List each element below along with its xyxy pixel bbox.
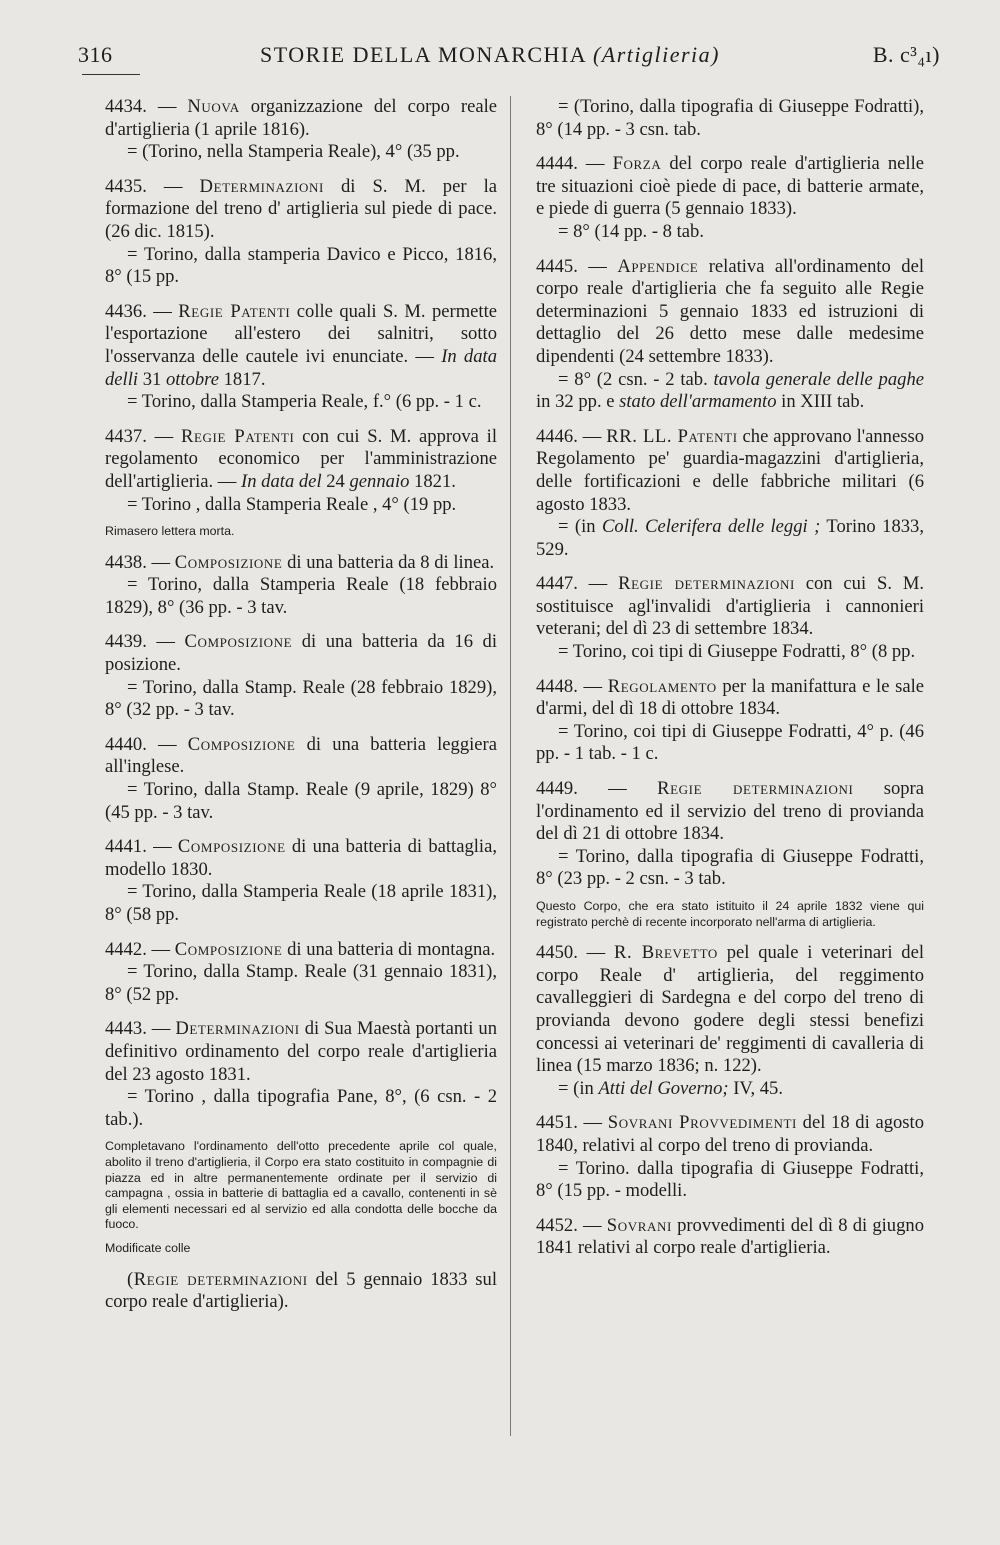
entry-text: di una batteria leggiera all'inglese. [105,733,498,778]
imprint-part: in 32 pp. e [536,391,620,413]
entry-4447: 4447. — Regie determinazioni con cui S. M. sostituisce agl'invalidi d'artiglieria i cannonieri veterani; del dì 23 di settembre 1834. = Torino, coi tipi di Giuseppe Fodratti, 8° (8 pp. [536,573,924,663]
entry-number: 4452. [536,1214,578,1236]
entry-4440: 4440. — Composizione di una batteria leggiera all'inglese. = Torino, dalla Stamp. Reale (9 aprile, 1829) 8° (45 pp. - 3 tav. [105,733,498,823]
entry-date-day: 24 [321,470,350,492]
imprint-part: = (in [558,516,602,538]
imprint: = Torino, coi tipi di Giuseppe Fodratti, 8° (8 pp. [558,641,916,663]
imprint-italic: Coll. Celerifera delle leggi ; [602,516,821,538]
entry-4442: 4442. — Composizione di una batteria di montagna. = Torino, dalla Stamp. Reale (31 gennaio 1831), 8° (52 pp. [105,938,497,1005]
entry-4448: 4448. — Regolamento per la manifattura e le sale d'armi, del dì 18 di ottobre 1834. = Torino, coi tipi di Giuseppe Fodratti, 4° p. (46 pp. - 1 tab. - 1 c. [536,675,925,765]
entry-4439: 4439. — Composizione di una batteria da 16 di posizione. = Torino, dalla Stamp. Reale (28 febbraio 1829), 8° (32 pp. - 3 tav. [105,631,497,721]
running-title-text: STORIE DELLA MONARCHIA [260,42,593,67]
imprint: = Torino , dalla tipografia Pane, 8°, (6 csn. - 2 tab.). [105,1086,497,1130]
entry-date-month: gennaio [349,470,410,492]
entry-text: che approvano l'annesso Regolamento pe' guardia-magazzini d'artiglieria, delle fortificazioni e delle fabbriche militari (6 agosto 1833. [536,425,924,515]
entry-heading: Composizione [174,938,283,960]
entry-text: di una batteria di battaglia, modello 1830. [105,836,497,880]
entry-heading: Composizione [184,631,293,653]
entry-number: 4450. [536,942,578,964]
footnote-modification: Modificate colle [105,1240,191,1255]
imprint-italic: tavola generale delle paghe [713,368,924,390]
footnote: Rimasero lettera morta. [105,524,235,539]
entry-number: 4436. [105,300,147,322]
imprint-part: in XIII tab. [776,391,865,413]
imprint [536,369,924,414]
entry-number: 4439. [105,631,147,653]
entry-heading: Regie determinazioni [618,573,795,595]
column-divider [510,96,511,1436]
entry-number: 4445. [536,255,578,277]
imprint-part: = 8° (2 csn. - 2 tab. [558,368,714,390]
entry-heading: RR. LL. Patenti [606,425,738,447]
entry-4449: 4449. — Regie determinazioni sopra l'ordinamento ed il servizio del treno di provianda del dì 21 di ottobre 1834. = Torino, dalla tipografia di Giuseppe Fodratti, 8° (23 pp. - 2 csn. - 3 tab. [536,778,924,890]
entry-heading: Determinazioni [175,1018,300,1040]
entry-text: organizzazione del corpo reale d'artiglieria (1 aprile 1816). [105,96,498,140]
entry-text: del 18 di agosto 1840, relativi al corpo del treno di provianda. [536,1112,924,1156]
imprint: = 8° (14 pp. - 8 tab. [558,220,704,242]
entry-number: 4434. [105,96,147,117]
modification-text: del 5 gennaio 1833 sul corpo reale d'artiglieria). [105,1268,497,1313]
entry-number: 4451. [536,1112,578,1134]
imprint: = Torino, dalla Stamp. Reale (31 gennaio 1831), 8° (52 pp. [105,961,497,1005]
entry-date-year: 1817. [218,368,266,390]
entry-heading: Composizione [187,733,296,755]
running-title [260,42,720,68]
footnote: Questo Corpo, che era stato istituito il 24 aprile 1832 viene qui registrato perchè di recente incorporato nell'arma di artiglieria. [536,899,924,929]
imprint: = Torino, dalla Stamp. Reale (28 febbraio 1829), 8° (32 pp. - 3 tav. [105,676,497,721]
entry-number: 4435. [105,175,147,197]
entry-date-label: In data del [241,470,322,492]
entry-4437: 4437. — Regie Patenti con cui S. M. approva il regolamento economico per l'amministrazione dell'artiglieria. — In data del 24 gennaio 1821. = Torino , dalla Stamperia Reale , 4° (19 pp. [105,425,498,515]
entry-heading: Regolamento [607,675,717,697]
imprint: = Torino, dalla stamperia Davico e Picco, 1816, 8° (15 pp. [105,243,497,288]
entry-4434: 4434. — Nuova organizzazione del corpo reale d'artiglieria (1 aprile 1816). = (Torino, nella Stamperia Reale), 4° (35 pp. [105,96,498,163]
entry-heading: Forza [612,153,662,175]
entry-number: 4443. [105,1018,147,1040]
entry-text: di S. M. per la formazione del treno d' artiglieria sul piede di pace. (26 dic. 1815). [105,175,497,242]
entry-4441: 4441. — Composizione di una batteria di battaglia, modello 1830. = Torino, dalla Stamperia Reale (18 aprile 1831), 8° (58 pp. [105,836,497,925]
imprint: = Torino, coi tipi di Giuseppe Fodratti, 4° p. (46 pp. - 1 tab. - 1 c. [536,720,924,765]
entry-heading: Appendice [617,255,699,277]
signature-mark: B. c³₄ı) [872,42,940,67]
entry-number: 4448. [536,675,578,697]
entry-date-month: ottobre [165,368,219,390]
imprint-part: IV, 45. [728,1077,783,1099]
running-header [78,40,940,74]
imprint-italic: Atti del Governo; [598,1077,729,1099]
entry-number: 4446. [536,425,578,447]
imprint: = Torino. dalla tipografia di Giuseppe Fodratti, 8° (15 pp. - modelli. [536,1157,924,1202]
modification-reference [105,1269,497,1314]
entry-text: provvedimenti del dì 8 di giugno 1841 relativi al corpo reale d'artiglieria. [536,1214,924,1259]
entry-text: pel quale i veterinari del corpo Reale d' artiglieria, del reggimento cavalleggieri di Sardegna e del corpo del treno di provianda devono godere degli stessi benefizi concessi ai veterinari de' reggimenti di cavalleria di linea (15 marzo 1836; n. 122). [536,942,925,1077]
entry-4450: 4450. — R. Brevetto pel quale i veterinari del corpo Reale d' artiglieria, del reggimento cavalleggieri di Sardegna e del corpo del treno di provianda devono godere degli stessi benefizi concessi ai veterinari de' reggimenti di cavalleria di linea (15 marzo 1836; n. 122). = (in Atti del Governo; IV, 45. [536,942,925,1099]
imprint [536,1078,924,1101]
entry-text: di una batteria di montagna. [282,938,496,960]
entry-4452: 4452. — Sovrani provvedimenti del dì 8 di giugno 1841 relativi al corpo reale d'artiglieria. [536,1214,924,1259]
entry-heading: Determinazioni [199,175,324,197]
modification-heading: (Regie determinazioni [127,1268,308,1290]
entry-number: 4442. [105,938,147,960]
left-column [105,96,497,1326]
entry-heading: Regie determinazioni [657,778,854,800]
header-rule [82,74,140,75]
right-column [536,96,924,1272]
entry-number: 4449. [536,778,578,800]
entry-heading: Regie Patenti [181,425,295,447]
imprint: = Torino, dalla Stamperia Reale, f.° (6 pp. - 1 c. [127,391,482,413]
entry-heading: Nuova [187,96,240,117]
entry-heading: Regie Patenti [178,300,291,322]
entry-heading: R. Brevetto [614,942,718,964]
imprint-italic: stato dell'armamento [619,391,777,413]
entry-4435: 4435. — Determinazioni di S. M. per la formazione del treno d' artiglieria sul piede di pace. (26 dic. 1815). = Torino, dalla stamperia Davico e Picco, 1816, 8° (15 pp. [105,175,497,288]
imprint: = (Torino, nella Stamperia Reale), 4° (35 pp. [127,141,460,163]
entry-date-day: 31 [138,368,166,390]
entry-4451: 4451. — Sovrani Provvedimenti del 18 di agosto 1840, relativi al corpo del treno di provianda. = Torino. dalla tipografia di Giuseppe Fodratti, 8° (15 pp. - modelli. [536,1112,924,1202]
entry-heading: Composizione [174,551,283,573]
entry-text: sopra l'ordinamento ed il servizio del treno di provianda del dì 21 di ottobre 1834. [536,778,924,845]
imprint: = Torino, dalla Stamperia Reale (18 aprile 1831), 8° (58 pp. [105,881,497,925]
running-title-section: (Artiglieria) [592,42,720,67]
entry-number: 4440. [105,733,147,755]
imprint: = Torino, dalla Stamperia Reale (18 febbraio 1829), 8° (36 pp. - 3 tav. [105,574,497,618]
entry-number: 4444. [536,153,578,175]
imprint: = Torino, dalla Stamp. Reale (9 aprile, 1829) 8° (45 pp. - 3 tav. [105,779,497,823]
imprint-part: = (in [558,1077,599,1099]
entry-number: 4441. [105,836,147,858]
entry-4443: 4443. — Determinazioni di Sua Maestà portanti un definitivo ordinamento del corpo reale d'artiglieria del 23 agosto 1831. = Torino , dalla tipografia Pane, 8°, (6 csn. - 2 tab.). [105,1018,498,1130]
entry-text: di Sua Maestà portanti un definitivo ordinamento del corpo reale d'artiglieria del 23 agosto 1831. [105,1018,498,1085]
entry-4438: 4438. — Composizione di una batteria da 8 di linea. = Torino, dalla Stamperia Reale (18 febbraio 1829), 8° (36 pp. - 3 tav. [105,551,497,618]
entry-4445: 4445. — Appendice relativa all'ordinamento del corpo reale d'artiglieria che fa seguito alle Regie determinazioni 5 gennaio 1833 ed istruzioni di dettaglio del 26 detto mese dalle medesime dipendenti (24 settembre 1833). = 8° (2 csn. - 2 tab. tavola generale delle paghe in 32 pp. e stato dell'armamento in XIII tab. [536,255,924,413]
entry-text: con cui S. M. approva il regolamento economico per l'amministrazione dell'artiglieria. — [105,425,498,492]
entry-heading: Composizione [177,836,286,858]
entry-text: per la manifattura e le sale d'armi, del dì 18 di ottobre 1834. [536,675,925,720]
imprint: = (Torino, dalla tipografia di Giuseppe Fodratti), 8° (14 pp. - 3 csn. tab. [536,96,924,140]
entry-text: con cui S. M. sostituisce agl'invalidi d'artiglieria i cannonieri veterani; del dì 23 di settembre 1834. [536,573,924,640]
entry-number: 4447. [536,573,578,595]
entry-4446: 4446. — RR. LL. Patenti che approvano l'annesso Regolamento pe' guardia-magazzini d'artiglieria, delle fortificazioni e delle fabbriche militari (6 agosto 1833. = (in Coll. Celerifera delle leggi ; Torino 1833, 529. [536,425,924,560]
entry-number: 4438. [105,551,147,573]
entry-heading: Sovrani Provvedimenti [607,1112,797,1134]
imprint [536,516,924,561]
footnote: Completavano l'ordinamento dell'otto precedente aprile col quale, abolito il treno d'artiglieria, il Corpo era stato costituito in compagnie di piazza ed in altre permanentemente ordinate per il servizio di campagna , ossia in batterie di battaglia ed a cavallo, contenenti in sè gli elementi necessari ed al servizio ed alla condotta delle bocche da fuoco. [105,1139,497,1232]
entry-continuation [536,96,924,141]
entry-heading: Sovrani [606,1214,672,1236]
entry-text: colle quali S. M. permette l'esportazione all'estero dei salnitri, sotto l'osservanza delle cautele ivi enunciate. — [105,300,498,367]
imprint-part: Torino 1833, 529. [536,516,924,560]
entry-number: 4437. [105,425,147,447]
entry-text: del corpo reale d'artiglieria nelle tre situazioni cioè piede di pace, di batterie armate, e piede di guerra (5 gennaio 1833). [536,153,924,220]
imprint: = Torino , dalla Stamperia Reale , 4° (19 pp. [127,493,457,515]
entry-text: di una batteria da 8 di linea. [282,551,495,573]
entry-4436: 4436. — Regie Patenti colle quali S. M. permette l'esportazione all'estero dei salnitri, sotto l'osservanza delle cautele ivi enunciate. — In data delli 31 ottobre 1817. = Torino, dalla Stamperia Reale, f.° (6 pp. - 1 c. [105,300,498,413]
entry-text: di una batteria da 16 di posizione. [105,631,497,676]
entry-date-label: In data delli [105,345,497,390]
entry-text: relativa all'ordinamento del corpo reale d'artiglieria che fa seguito alle Regie determinazioni 5 gennaio 1833 ed istruzioni di dettaglio del 26 detto mese dalle medesime dipendenti (24 settembre 1833). [536,255,924,367]
page-number: 316 [78,42,113,67]
imprint: = Torino, dalla tipografia di Giuseppe Fodratti, 8° (23 pp. - 2 csn. - 3 tab. [536,845,924,890]
entry-date-year: 1821. [409,470,456,492]
entry-4444: 4444. — Forza del corpo reale d'artiglieria nelle tre situazioni cioè piede di pace, di batterie armate, e piede di guerra (5 gennaio 1833). = 8° (14 pp. - 8 tab. [536,153,924,242]
